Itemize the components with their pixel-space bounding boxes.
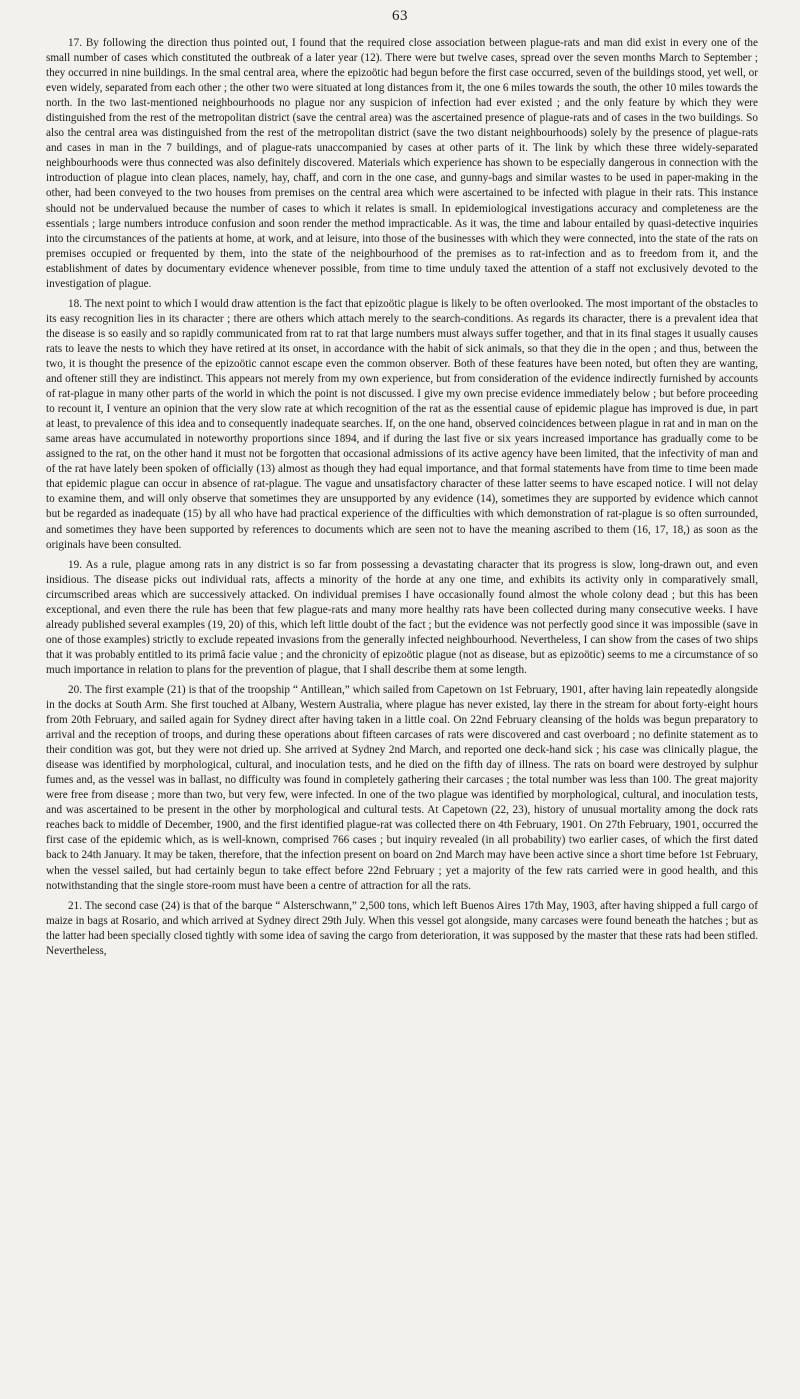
paragraph-19: 19. As a rule, plague among rats in any district is so far from possessing a devastating character that its progress is slow, long-drawn out, and even insidious. The disease picks out individual rats, affects a minority of the horde at any one time, and exhibits its activity only in comparatively small, circumscribed areas which are successively attacked. On individual premises I have occasionally found almost the whole colony dead ; but this has been exceptional, and even there the rule has been that few plague-rats and many more healthy rats have been collected during many consecutive weeks. I have already published several examples (19, 20) of this, which left little doubt of the fact ; but the evidence was not perfectly good since it was impossible (save in one of those examples) strictly to exclude repeated invasions from the generally infected neighbourhood. Nevertheless, I can show from the cases of two ships that it was probably entitled to its primâ facie value ; and the chronicity of epizoötic plague (not as disease, but as epizoötic) seems to me a circumstance of so much importance in relation to plans for the prevention of plague, that I shall describe them at some length.	[46, 558, 758, 676]
paragraph-17: 17. By following the direction thus pointed out, I found that the required close association between plague-rats and man did exist in every one of the small number of cases which constituted the outbreak of a later year (12). There were but twelve cases, spread over the seven months March to September ; they occurred in nine buildings. In the smal central area, where the epizoötic had begun before the first case occurred, seven of the buildings stood, yet well, or even widely, separated from each other ; the other two were situated at long distances from it, the one 6 miles towards the south, the other 10 miles towards the north. In the two last-mentioned neighbourhoods no plague nor any suspicion of infection had ever existed ; and the only feature by which they were distinguished from the rest of the metropolitan district (save the central area) was the ascertained presence of plague-rats and of cases in the two buildings. So also the central area was distinguished from the rest of the metropolitan district (save the two distant neighbourhoods) solely by the presence of plague-rats and cases in man in the 7 buildings, and of plague-rats unaccompanied by cases at other parts of it. The link by which these three widely-separated neighbourhoods were thus connected was also definitely discovered. Materials which experience has shown to be especially dangerous in connection with the introduction of plague into clean places, namely, hay, chaff, and corn in the one case, and gunny-bags and similar wastes to be used in paper-making in the other, had been conveyed to the two houses from premises on the central area which were ascertained to be infected with plague in their rats. This instance should not be undervalued because the number of cases to which it relates is small. In epidemiological investigations accuracy and completeness are the essentials ; large numbers introduce confusion and soon render the method impracticable. As it was, the time and labour entailed by quasi-detective inquiries into the circumstances of the patients at home, at work, and at leisure, into those of the businesses with which they were connected, into the state of the rats on premises occupied or frequented by them, into the state of the neighbourhood of the premises as to rat-infection and as to freedom from it, and the establishment of dates by documentary evidence whenever possible, from time to time unduly taxed the attention of a staff not exclusively devoted to the investigation of plague.	[46, 37, 758, 290]
page-number: 63	[392, 8, 408, 24]
paragraph-20: 20. The first example (21) is that of the troopship “ Antillean,” which sailed from Capetown on 1st February, 1901, after having lain repeatedly alongside in the docks at South Arm. She first touched at Albany, Western Australia, where plague has never existed, lay there in the stream for about forty-eight hours from 20th February, and sailed again for Sydney direct after having taken in a little coal. On 22nd February cleansing of the holds was begun preparatory to arrival and the reception of troops, and during these operations about fifteen carcases of rats were discovered and cast overboard ; no definite statement as to their condition was got, but they were not dried up. She arrived at Sydney 2nd March, and reported one deck-hand sick ; his case was clinically plague, the disease was identified by morphological, cultural, and inoculation tests, and he died on the fifth day of illness. The rats on board were destroyed by sulphur fumes and, as the vessel was in ballast, no difficulty was found in completely gathering their carcases ; the total number was less than 100. The great majority were free from disease ; more than two, but very few, were infected. In one of the two plague was identified by morphological, cultural, and inoculation tests, and was ascertained to be present in the other by morphological and cultural tests. At Capetown (22, 23), history of unusual mortality among the dock rats reaches back to middle of December, 1900, and the first identified plague-rat was collected there on 4th February, 1901. On 27th February, 1901, occurred the first case of the epidemic which, as is well-known, comprised 766 cases ; but inquiry revealed (in all probability) two earlier cases, of which the first dated back to 24th January. It may be taken, therefore, that the infection present on board on 2nd March may have been active since a short time before 1st February, when the vessel sailed, but had certainly begun to take effect before 22nd February ; yet a majority of the few rats carried were in good health, and this notwithstanding that the single store-room must have been a centre of attraction for all the rats.	[46, 683, 758, 892]
paragraph-18: 18. The next point to which I would draw attention is the fact that epizoötic plague is likely to be often overlooked. The most important of the obstacles to its easy recognition lies in its character ; there are others which attach merely to the search-conditions. As regards its character, there is a prevalent idea that the disease is so easily and so rapidly communicated from rat to rat that large numbers must always suffer together, and that in its final stages it usually causes rats to leave the nests to which they have retired at its onset, in accordance with the habit of sick animals, so that they die in the open ; and thus, between the two, it is thought the presence of the epizoötic cannot escape even the common observer. Both of these features have been noted, but often they are wanting, and oftener still they are indistinct. This appears not merely from my own experience, but from consideration of the evidence indirectly furnished by accounts of rat-plague in many other parts of the world in which the point is not discussed. I give my own precise evidence immediately below ; but before proceeding to recount it, I venture an opinion that the very slow rate at which recognition of the rat as the essential cause of epidemic plague has improved is due, in part at least, to prevalence of this idea and to consequently inadequate searches. If, on the one hand, observed coincidences between plague in rat and in man on the same areas have accumulated in noteworthy proportions since 1894, and if during the last five or six years increased importance has gradually come to be assigned to the rat, on the other hand it must not be forgotten that occasional admissions of its active agency have been limited, that the infectivity of man and of the rat have lately been spoken of officially (13) almost as though they had equal importance, and that formal statements have from time to time been made that epidemic plague can occur in absence of rat-plague. The vague and unsatisfactory character of these latter seems to have escaped notice. I will not delay to examine them, and will only observe that sometimes they are unsupported by any evidence (14), sometimes they are supported by evidence which cannot but be regarded as inadequate (15) by all who have had practical experience of the difficulties with which demonstration of rat-plague is so often surrounded, and sometimes they have been supported by references to documents which are seen not to have the meaning ascribed to them (16, 17, 18,) as soon as the originals have been consulted.	[46, 297, 758, 551]
body-text	[46, 36, 758, 959]
paragraph-21: 21. The second case (24) is that of the barque “ Alsterschwann,” 2,500 tons, which left Buenos Aires 17th May, 1903, after having shipped a full cargo of maize in bags at Rosario, and which arrived at Sydney direct 29th July. When this vessel got alongside, many carcases were found beneath the hatches ; but as the latter had been specially closed tightly with some idea of saving the cargo from deterioration, it was supposed by the master that these rats had been stifled. Nevertheless,	[46, 899, 758, 957]
